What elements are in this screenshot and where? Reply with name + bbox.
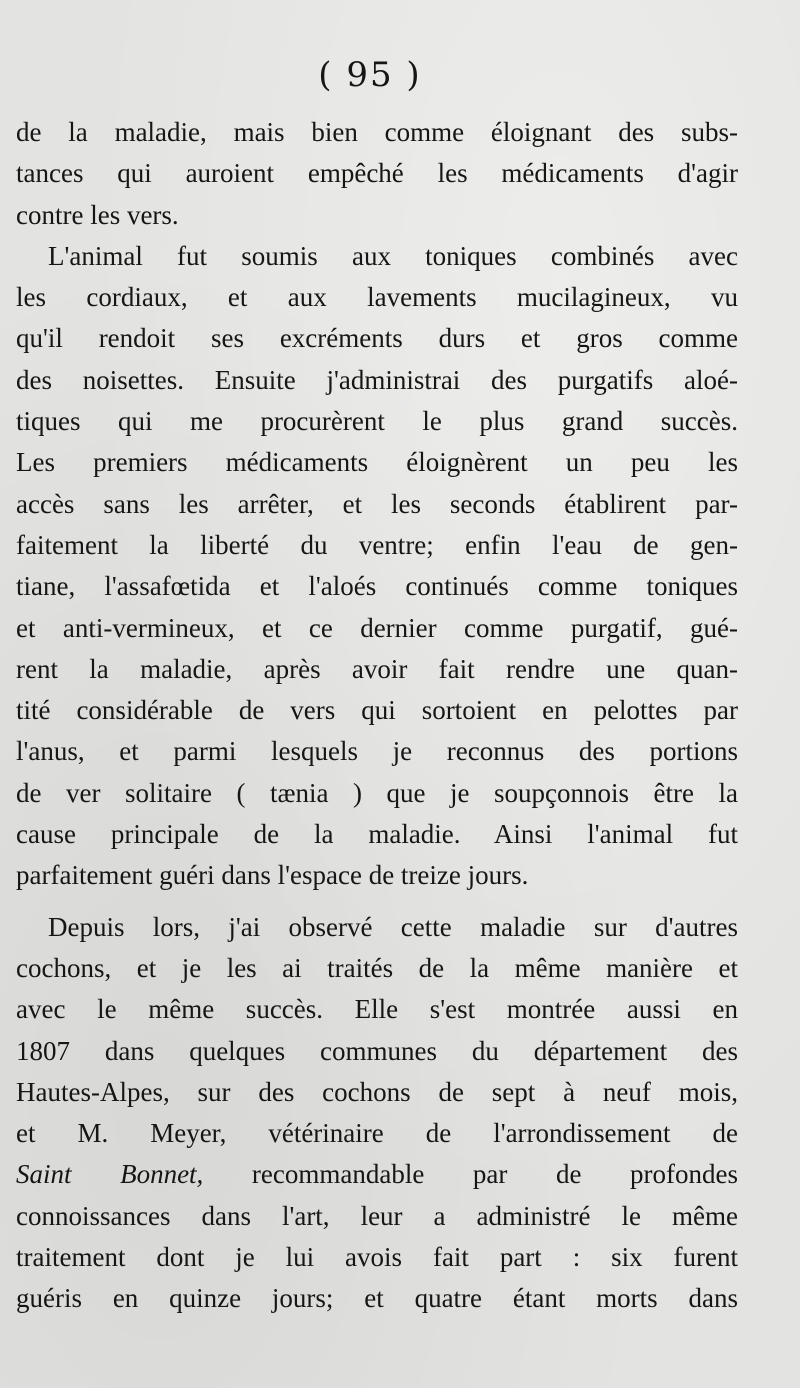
text-line: connoissances dans l'art, leur a administré le même [16, 1200, 738, 1231]
body-text [16, 112, 738, 1320]
text-line: rent la maladie, après avoir fait rendre une quan- [16, 653, 738, 684]
text-line: avec le même succès. Elle s'est montrée aussi en [16, 994, 738, 1025]
paragraph-2 [16, 236, 738, 897]
paragraph-3 [16, 907, 738, 1320]
place-name: Saint Bonnet, [16, 1159, 204, 1190]
text-line: traitement dont je lui avois fait part : six furent [16, 1242, 738, 1273]
text-line: qu'il rendoit ses excréments durs et gros comme [16, 323, 738, 354]
page-number: ( 95 ) [318, 55, 422, 95]
text-line: contre les vers. [16, 199, 179, 230]
text-line: des noisettes. Ensuite j'administrai des purgatifs aloé- [16, 364, 738, 395]
text-line-rest: recommandable par de profondes [251, 1159, 738, 1190]
text-line: faitement la liberté du ventre; enfin l'eau de gen- [16, 529, 738, 560]
text-line: Hautes-Alpes, sur des cochons de sept à neuf mois, [16, 1076, 738, 1107]
text-line: accès sans les arrêter, et les seconds établirent par- [16, 488, 738, 519]
text-line: et M. Meyer, vétérinaire de l'arrondissement de [16, 1118, 738, 1149]
text-line-with-place-name [16, 1154, 738, 1195]
text-line: guéris en quinze jours; et quatre étant morts dans [16, 1283, 738, 1314]
text-line: cochons, et je les ai traités de la même manière et [16, 952, 738, 983]
text-line: tiques qui me procurèrent le plus grand succès. [16, 406, 738, 437]
text-line: Depuis lors, j'ai observé cette maladie sur d'autres [48, 911, 738, 942]
text-line: de ver solitaire ( tænia ) que je soupçonnois être la [16, 777, 738, 808]
text-line: et anti-vermineux, et ce dernier comme purgatif, gué- [16, 612, 738, 643]
text-line: L'animal fut soumis aux toniques combinés avec [48, 240, 738, 271]
text-line: tances qui auroient empêché les médicaments d'agir [16, 158, 738, 189]
text-line: Les premiers médicaments éloignèrent un peu les [16, 447, 738, 478]
paragraph-1 [16, 112, 738, 236]
text-line: parfaitement guéri dans l'espace de treize jours. [16, 860, 529, 891]
text-line: l'anus, et parmi lesquels je reconnus des portions [16, 736, 738, 767]
text-line: 1807 dans quelques communes du département des [16, 1035, 738, 1066]
text-line: tité considérable de vers qui sortoient en pelottes par [16, 695, 738, 726]
paragraph-gap [16, 897, 738, 907]
text-line: cause principale de la maladie. Ainsi l'animal fut [16, 819, 738, 850]
text-line: les cordiaux, et aux lavements mucilagineux, vu [16, 282, 738, 313]
text-line: de la maladie, mais bien comme éloignant des subs- [16, 117, 738, 147]
text-line: tiane, l'assafœtida et l'aloés continués comme toniques [16, 571, 738, 602]
